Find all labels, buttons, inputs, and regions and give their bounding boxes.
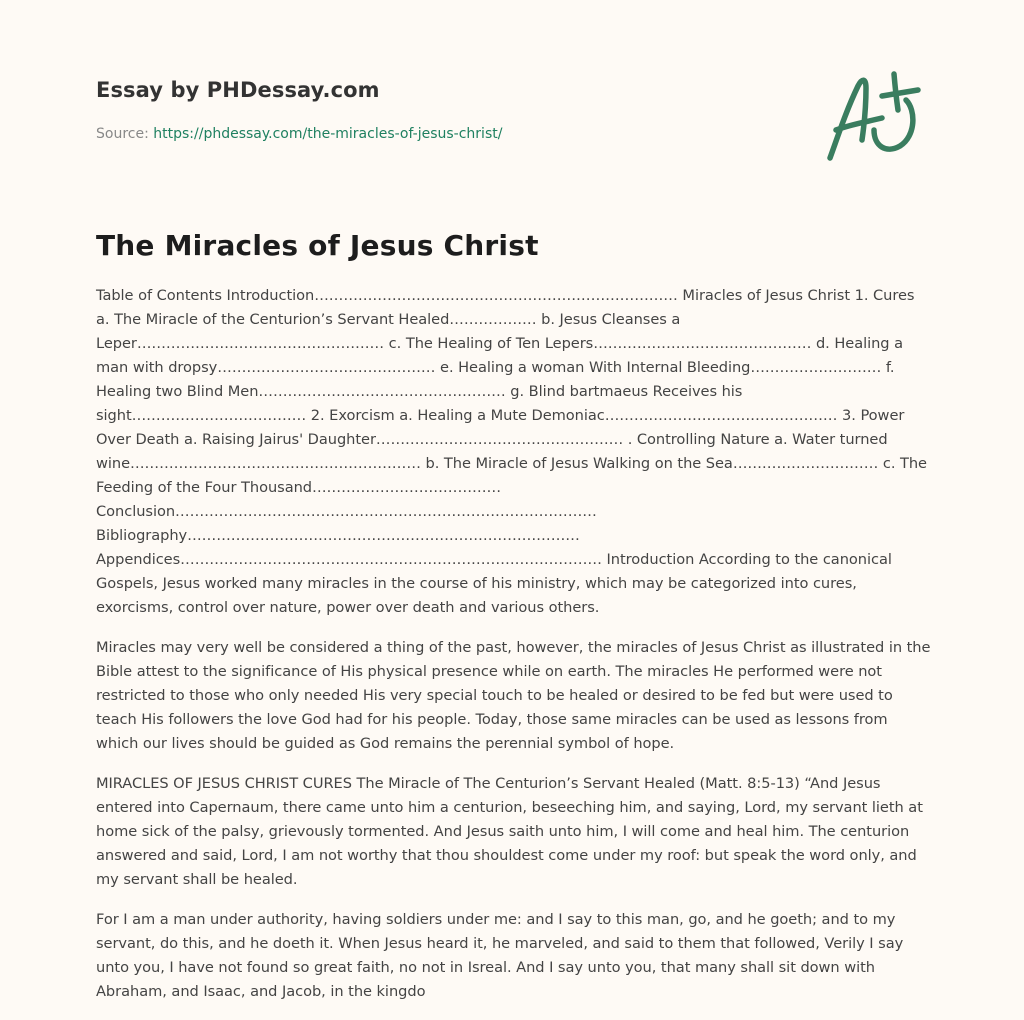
document-title: The Miracles of Jesus Christ — [96, 229, 539, 262]
a-plus-grade-icon — [822, 66, 932, 166]
paragraph: For I am a man under authority, having soldiers under me: and I say to this man, go, and he goeth; and to my servant, do this, and he doeth it. When Jesus heard it, he marveled, and said to them that followed, Verily I say unto you, I have not found so great faith, no not in Isreal. And I say unto you, that many shall sit down with Abraham, and Isaac, and Jacob, in the kingdo — [96, 911, 904, 1000]
essay-body — [96, 284, 932, 1020]
source-link[interactable]: https://phdessay.com/the-miracles-of-jesus-christ/ — [153, 126, 503, 142]
source-label: Source: — [96, 126, 149, 142]
source-line — [96, 124, 796, 144]
paragraph: MIRACLES OF JESUS CHRIST CURES The Miracle of The Centurion’s Servant Healed (Matt. 8:5-13) “And Jesus entered into Capernaum, there came unto him a centurion, beseeching him, and saying, Lord, my servant lieth at home sick of the palsy, grievously tormented. And Jesus saith unto him, I will come and heal him. The centurion answered and said, Lord, I am not worthy that thou shouldest come under my roof: but speak the word only, and my servant shall be healed. — [96, 775, 923, 888]
paragraph-table-of-contents: Table of Contents Introduction………………………………………………………………… Miracles of Jesus Christ 1. Cures a. The Miracle of the Centurion’s Servant Healed……………… b. Jesus Cleanses a Leper…………………………………………… c. The Healing of Ten Lepers……………………………………… d. Healing a man with dropsy……………………………………… e. Healing a woman With Internal Bleeding……………………… f. Healing two Blind Men…………………………………………… g. Blind bartmaeus Receives his sight……………………………… 2. Exorcism a. Healing a Mute Demoniac………………………………………… 3. Power Over Death a. Raising Jairus' Daughter…………………………………………… . Controlling Nature a. Water turned wine…………………………………………………… b. The Miracle of Jesus Walking on the Sea………………………… c. The Feeding of the Four Thousand………………………………… Conclusion…………………………………………………………………………… Bibliography……………………………………………………………………… Appendices…………………………………………………………………………… Introduction According to the canonical Gospels, Jesus worked many miracles in the course of his ministry, which may be categorized into cures, exorcisms, control over nature, power over death and various others. — [96, 287, 927, 616]
paragraph: Miracles may very well be considered a thing of the past, however, the miracles of Jesus Christ as illustrated in the Bible attest to the significance of His physical presence while on earth. The miracles He performed were not restricted to those who only needed His very special touch to be healed or desired to be fed but were used to teach His followers the love God had for his people. Today, those same miracles can be used as lessons from which our lives should be guided as God remains the perennial symbol of hope. — [96, 639, 931, 752]
essay-header — [96, 74, 796, 144]
site-title: Essay by PHDessay.com — [96, 78, 380, 102]
